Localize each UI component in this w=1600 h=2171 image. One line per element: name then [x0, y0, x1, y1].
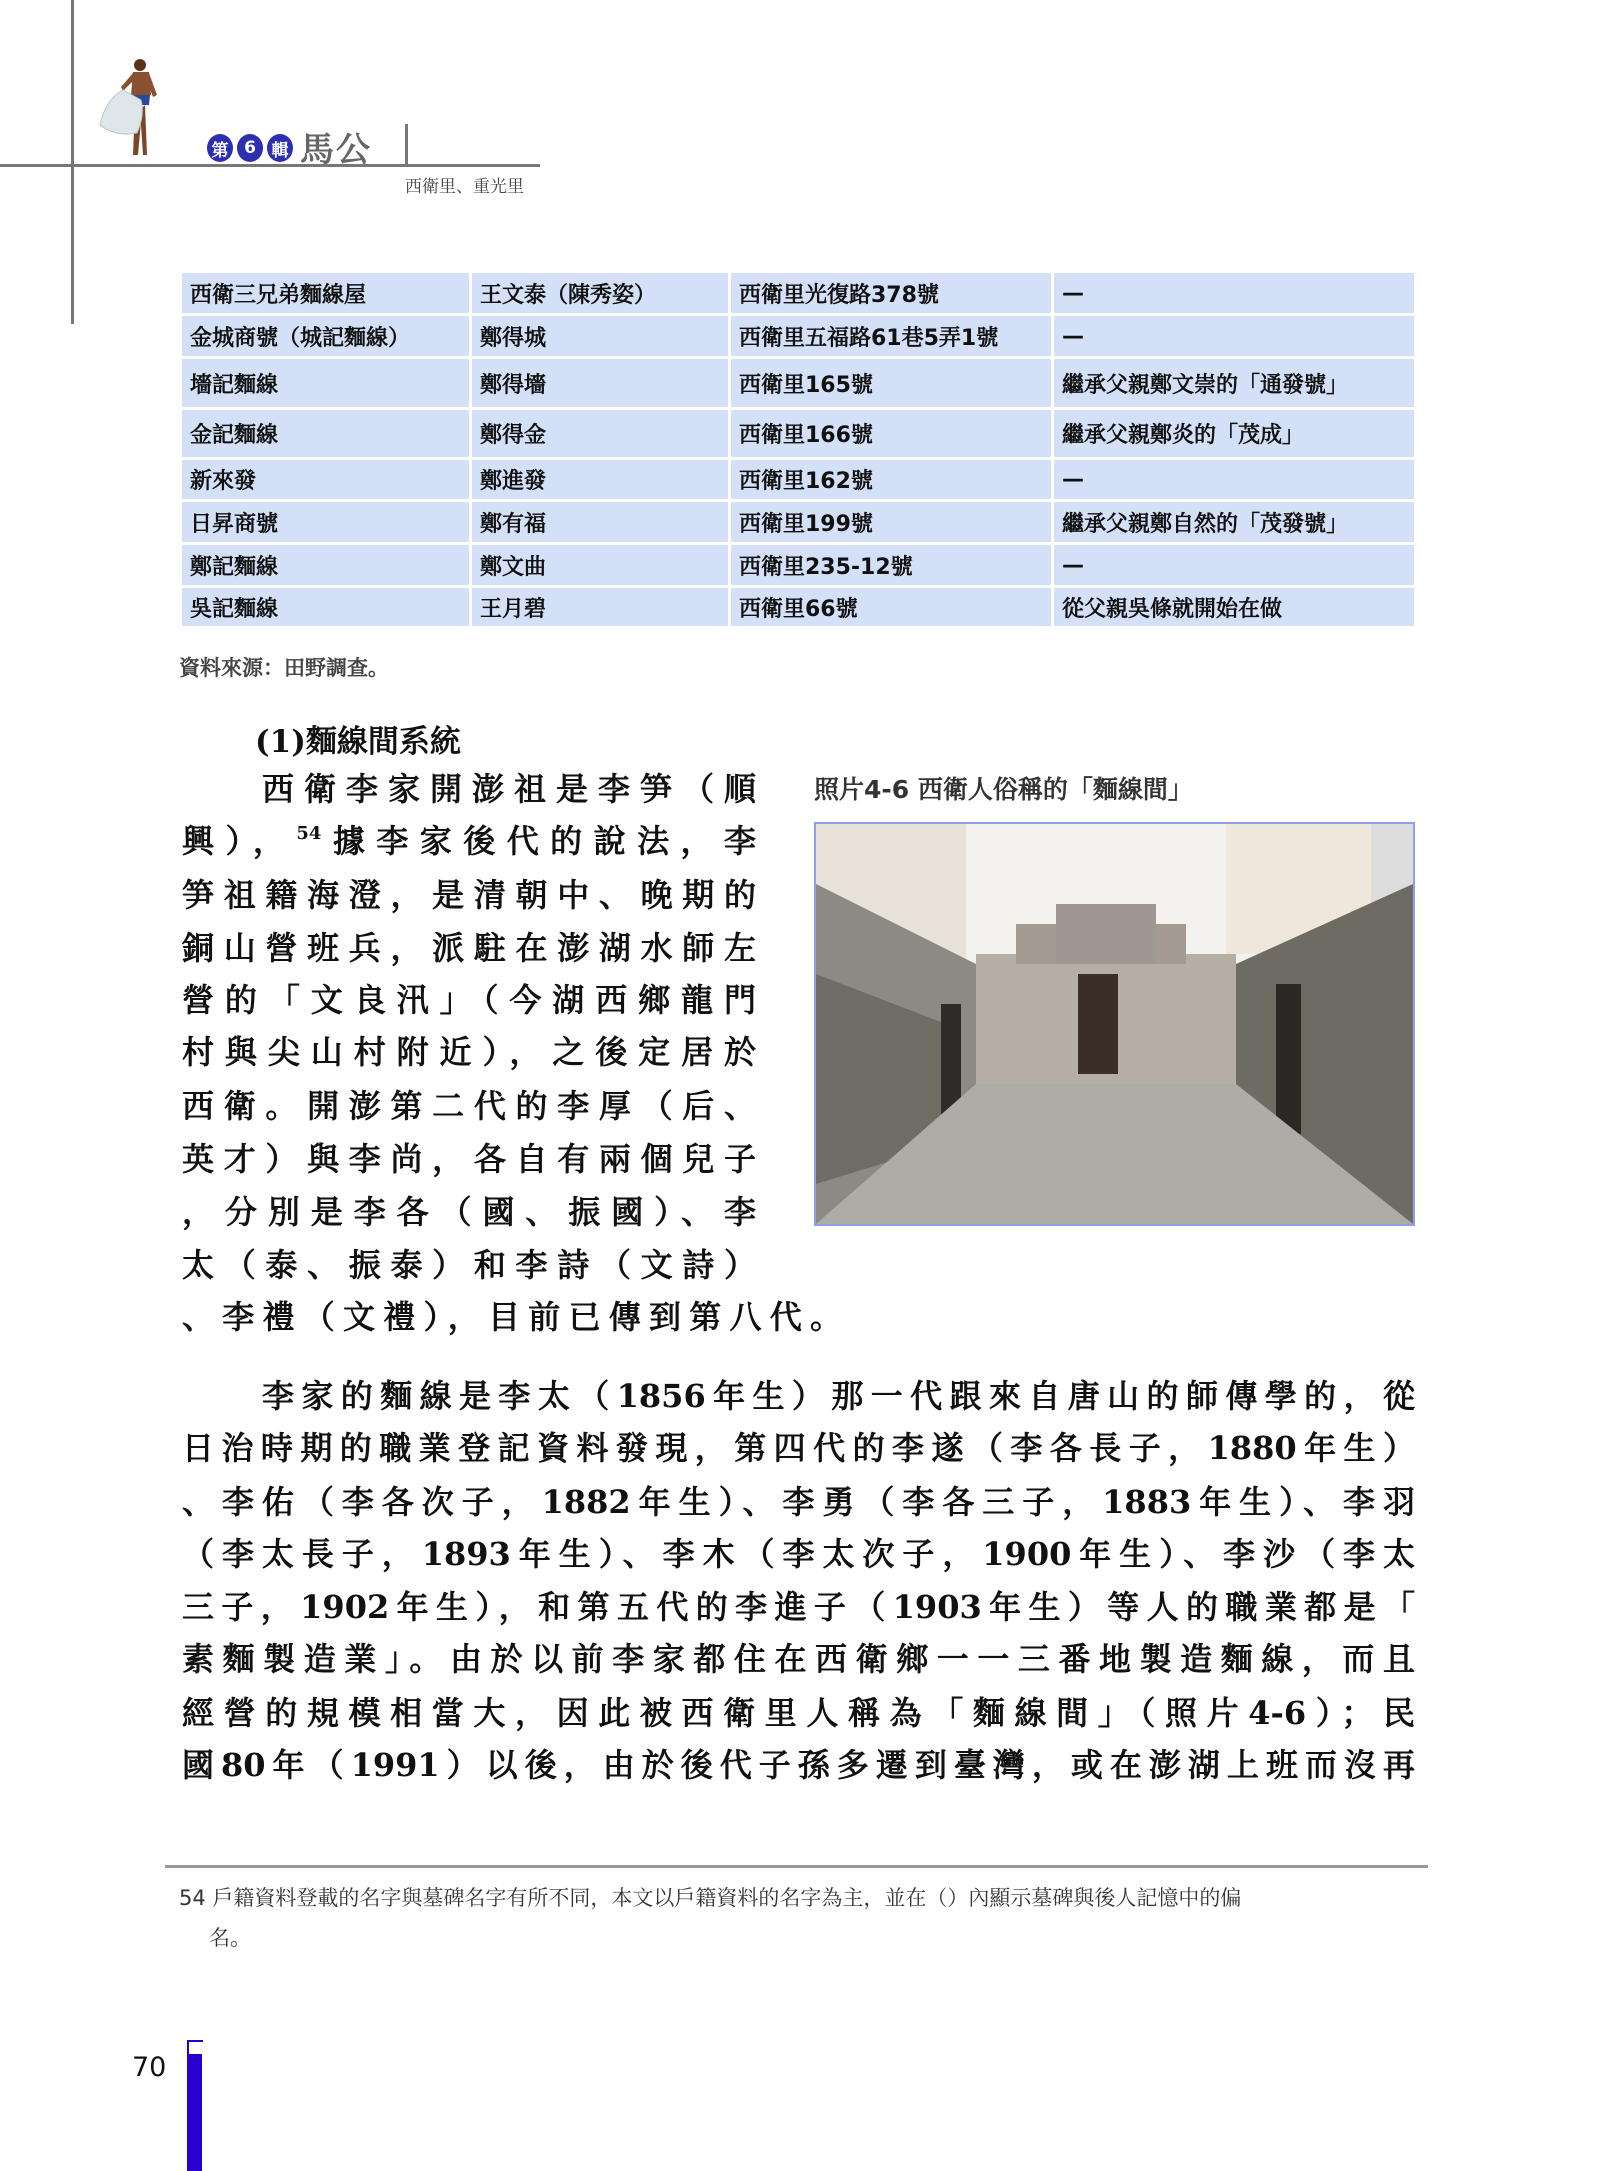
para1-line: 太（泰、振泰）和李詩（文詩） [182, 1246, 756, 1284]
para1-line [182, 819, 756, 863]
page-marker-cap [187, 2040, 203, 2042]
table-cell: 金記麵線 [181, 409, 471, 459]
para2-line: 素麵製造業」。由於以前李家都住在西衛鄉一一三番地製造麵線，而且 [182, 1640, 1415, 1678]
text: 據李家後代的說法，李 [321, 822, 756, 860]
badge: 6 [237, 134, 263, 162]
fisherman-net-illustration [95, 55, 165, 165]
footnote-ref[interactable]: 54 [296, 823, 322, 844]
table-row [181, 358, 1416, 409]
table-cell: 西衛里235-12號 [730, 544, 1053, 587]
noodle-shop-table [179, 270, 1417, 629]
text: 興）， [182, 822, 297, 860]
para1-line: 西衛。開澎第二代的李厚（后、 [182, 1087, 756, 1125]
table-cell: 墻記麵線 [181, 358, 471, 409]
table-cell: — [1053, 459, 1416, 501]
table-cell: 西衛里66號 [730, 587, 1053, 628]
table-row [181, 272, 1416, 315]
table-cell: 鄭得墻 [471, 358, 730, 409]
table-cell: 繼承父親鄭炎的「茂成」 [1053, 409, 1416, 459]
para2-line: 三子，1902年生），和第五代的李進子（1903年生）等人的職業都是「 [182, 1588, 1415, 1626]
table-cell: 金城商號（城記麵線） [181, 315, 471, 358]
photo-caption: 照片4-6 西衛人俗稱的「麵線間」 [814, 775, 1193, 804]
table-cell: 西衛里166號 [730, 409, 1053, 459]
table-row [181, 587, 1416, 628]
table-cell: 西衛里199號 [730, 501, 1053, 544]
table-row [181, 315, 1416, 358]
table-cell: 西衛里162號 [730, 459, 1053, 501]
table-cell: 西衛里165號 [730, 358, 1053, 409]
para2-line: （李太長子，1893年生）、李木（李太次子，1900年生）、李沙（李太 [182, 1535, 1415, 1573]
para2-line: 經營的規模相當大，因此被西衛里人稱為「麵線間」（照片4-6）；民 [182, 1694, 1415, 1732]
para2-line: 國80年（1991）以後，由於後代子孫多遷到臺灣，或在澎湖上班而沒再 [182, 1746, 1415, 1784]
para2-line: 、李佑（李各次子，1882年生）、李勇（李各三子，1883年生）、李羽 [182, 1483, 1415, 1521]
para1-line: 英才）與李尚，各自有兩個兒子 [182, 1140, 756, 1178]
volume-title: 馬公 [300, 130, 372, 170]
table-cell: 吳記麵線 [181, 587, 471, 628]
table-cell: 鄭文曲 [471, 544, 730, 587]
title-divider [405, 124, 408, 165]
table-row [181, 501, 1416, 544]
para1-line: ，分別是李各（國、振國）、李 [182, 1193, 756, 1231]
section-heading: (1)麵線間系統 [255, 724, 461, 760]
table-cell: 鄭得城 [471, 315, 730, 358]
table-cell: 西衛里光復路378號 [730, 272, 1053, 315]
volume-badges [207, 134, 293, 162]
footnote-text-cont: 名。 [209, 1926, 251, 1950]
table-source: 資料來源：田野調查。 [179, 656, 389, 680]
table-cell: 王月碧 [471, 587, 730, 628]
para2-line: 李家的麵線是李太（1856年生）那一代跟來自唐山的師傳學的，從 [262, 1377, 1415, 1415]
badge: 第 [207, 134, 233, 162]
para1-line: 西衛李家開澎祖是李笋（順 [262, 770, 756, 808]
table-cell: — [1053, 544, 1416, 587]
footnote-rule [165, 1865, 1428, 1868]
para1-line: 、李禮（文禮），目前已傳到第八代。 [182, 1298, 842, 1336]
noodle-house-photo [814, 822, 1415, 1226]
table-row [181, 544, 1416, 587]
table-row [181, 409, 1416, 459]
header-horizontal-rule [0, 164, 540, 167]
table-cell: 繼承父親鄭文崇的「通發號」 [1053, 358, 1416, 409]
table-cell: 鄭記麵線 [181, 544, 471, 587]
table-cell: 王文泰（陳秀姿） [471, 272, 730, 315]
para1-line: 村與尖山村附近），之後定居於 [182, 1033, 756, 1071]
para2-line: 日治時期的職業登記資料發現，第四代的李遂（李各長子，1880年生） [182, 1429, 1415, 1467]
table-cell: — [1053, 315, 1416, 358]
badge: 輯 [267, 134, 293, 162]
footnote-text: 54 戶籍資料登載的名字與墓碑名字有所不同，本文以戶籍資料的名字為主，並在（）內顯示墓碑與後人記憶中的偏 [179, 1886, 1242, 1910]
section-subtitle: 西衛里、重光里 [405, 177, 524, 197]
para1-line: 營的「文良汛」（今湖西鄉龍門 [182, 981, 756, 1019]
table-cell: 鄭有福 [471, 501, 730, 544]
table-row [181, 459, 1416, 501]
para1-line: 銅山營班兵，派駐在澎湖水師左 [182, 929, 756, 967]
table-cell: 日昇商號 [181, 501, 471, 544]
table-cell: 繼承父親鄭自然的「茂發號」 [1053, 501, 1416, 544]
table-cell: 從父親吳條就開始在做 [1053, 587, 1416, 628]
page-marker-bar [189, 2054, 202, 2171]
table-cell: 新來發 [181, 459, 471, 501]
page-number: 70 [132, 2052, 167, 2083]
header-vertical-rule [71, 0, 74, 324]
table-cell: 鄭進發 [471, 459, 730, 501]
table-cell: 鄭得金 [471, 409, 730, 459]
table-cell: — [1053, 272, 1416, 315]
table-cell: 西衛里五福路61巷5弄1號 [730, 315, 1053, 358]
table-cell: 西衛三兄弟麵線屋 [181, 272, 471, 315]
para1-line: 笋祖籍海澄，是清朝中、晚期的 [182, 876, 756, 914]
